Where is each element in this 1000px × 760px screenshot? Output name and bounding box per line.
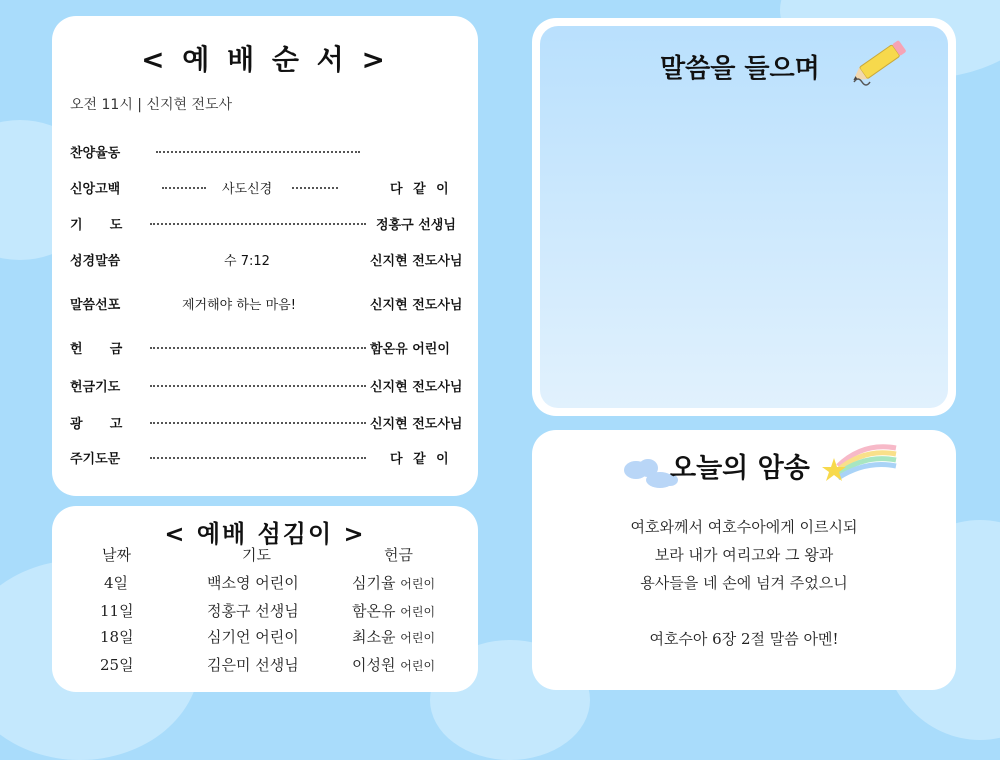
pencil-icon	[846, 34, 916, 90]
server-offering	[352, 654, 435, 675]
server-prayer: 심기언 어린이	[207, 628, 299, 646]
worship-servers-card	[52, 506, 478, 692]
sermon-notes-area	[540, 26, 948, 408]
order-label: 말씀선포	[70, 298, 121, 313]
order-right: 신지현 전도사님	[370, 254, 463, 269]
dotted-leader	[150, 347, 366, 349]
order-right: 신지현 전도사님	[370, 417, 463, 432]
server-offering-name: 함온유	[352, 602, 396, 620]
order-row-lords-prayer	[70, 448, 470, 468]
server-offering-suffix: 어린이	[400, 605, 436, 619]
server-offering	[352, 600, 435, 621]
server-offering-name: 심기율	[352, 574, 396, 592]
server-date: 25일	[100, 656, 134, 674]
order-label: 헌금기도	[70, 380, 121, 395]
order-row-scripture	[70, 250, 470, 270]
dotted-leader	[150, 457, 366, 459]
worship-order-card	[52, 16, 478, 496]
order-middle: 제거해야 하는 마음!	[182, 298, 296, 313]
order-right: 다 같 이	[390, 182, 452, 197]
order-row-offering	[70, 338, 470, 358]
order-label: 주기도문	[70, 452, 121, 467]
order-right: 다 같 이	[390, 452, 452, 467]
dotted-leader	[292, 187, 338, 189]
server-offering-suffix: 어린이	[400, 659, 436, 673]
order-label: 성경말씀	[70, 254, 121, 269]
order-label: 찬양율동	[70, 146, 121, 161]
service-time-leader: 오전 11시 | 신지현 전도사	[70, 97, 233, 113]
order-label: 헌 금	[70, 342, 123, 357]
memory-verse-card	[532, 430, 956, 690]
dotted-leader	[150, 385, 366, 387]
server-offering-name: 이성원	[352, 656, 396, 674]
server-prayer: 김은미 선생님	[207, 656, 299, 674]
order-label: 광 고	[70, 417, 123, 432]
server-prayer: 백소영 어린이	[207, 574, 299, 592]
order-right: 신지현 전도사님	[370, 380, 463, 395]
order-middle: 수 7:12	[224, 254, 270, 269]
order-right: 함온유 어린이	[370, 342, 450, 357]
server-offering-name: 최소윤	[352, 628, 396, 646]
server-date: 4일	[104, 574, 129, 592]
order-row-creed	[70, 178, 470, 198]
server-offering	[352, 572, 435, 593]
order-label: 기 도	[70, 218, 123, 233]
dotted-leader	[150, 422, 366, 424]
server-prayer: 정홍구 선생님	[207, 602, 299, 620]
dotted-leader	[150, 223, 366, 225]
memory-verse-line: 용사들을 네 손에 넘겨 주었으니	[640, 574, 848, 592]
dotted-leader	[156, 151, 360, 153]
column-header-offering: 헌금	[384, 546, 413, 564]
sermon-notes-panel	[532, 18, 956, 416]
order-row-announcements	[70, 413, 470, 433]
sermon-notes-title: 말씀을 들으며	[660, 54, 820, 84]
memory-verse-line: 여호와께서 여호수아에게 이르시되	[630, 518, 858, 536]
order-label: 신앙고백	[70, 182, 121, 197]
server-date: 18일	[100, 628, 134, 646]
memory-verse-title: 오늘의 암송	[670, 453, 810, 484]
server-offering-suffix: 어린이	[400, 577, 436, 591]
memory-verse-reference: 여호수아 6장 2절 말씀 아멘!	[649, 630, 839, 648]
memory-verse-line: 보라 내가 여리고와 그 왕과	[654, 546, 834, 564]
column-header-date: 날짜	[102, 546, 131, 564]
order-row-prayer	[70, 214, 470, 234]
shooting-star-icon	[818, 438, 898, 488]
order-row-praise	[70, 142, 470, 162]
order-right: 신지현 전도사님	[370, 298, 463, 313]
order-right: 정홍구 선생님	[376, 218, 456, 233]
dotted-leader	[162, 187, 206, 189]
worship-servers-title: < 예배 섬김이 >	[164, 520, 366, 548]
worship-order-title: < 예 배 순 서 >	[141, 43, 389, 76]
order-row-offering-prayer	[70, 376, 470, 396]
order-row-sermon	[70, 294, 470, 314]
server-offering	[352, 626, 435, 647]
server-offering-suffix: 어린이	[400, 631, 436, 645]
order-middle: 사도신경	[222, 182, 273, 197]
server-date: 11일	[100, 602, 134, 620]
column-header-prayer: 기도	[242, 546, 271, 564]
